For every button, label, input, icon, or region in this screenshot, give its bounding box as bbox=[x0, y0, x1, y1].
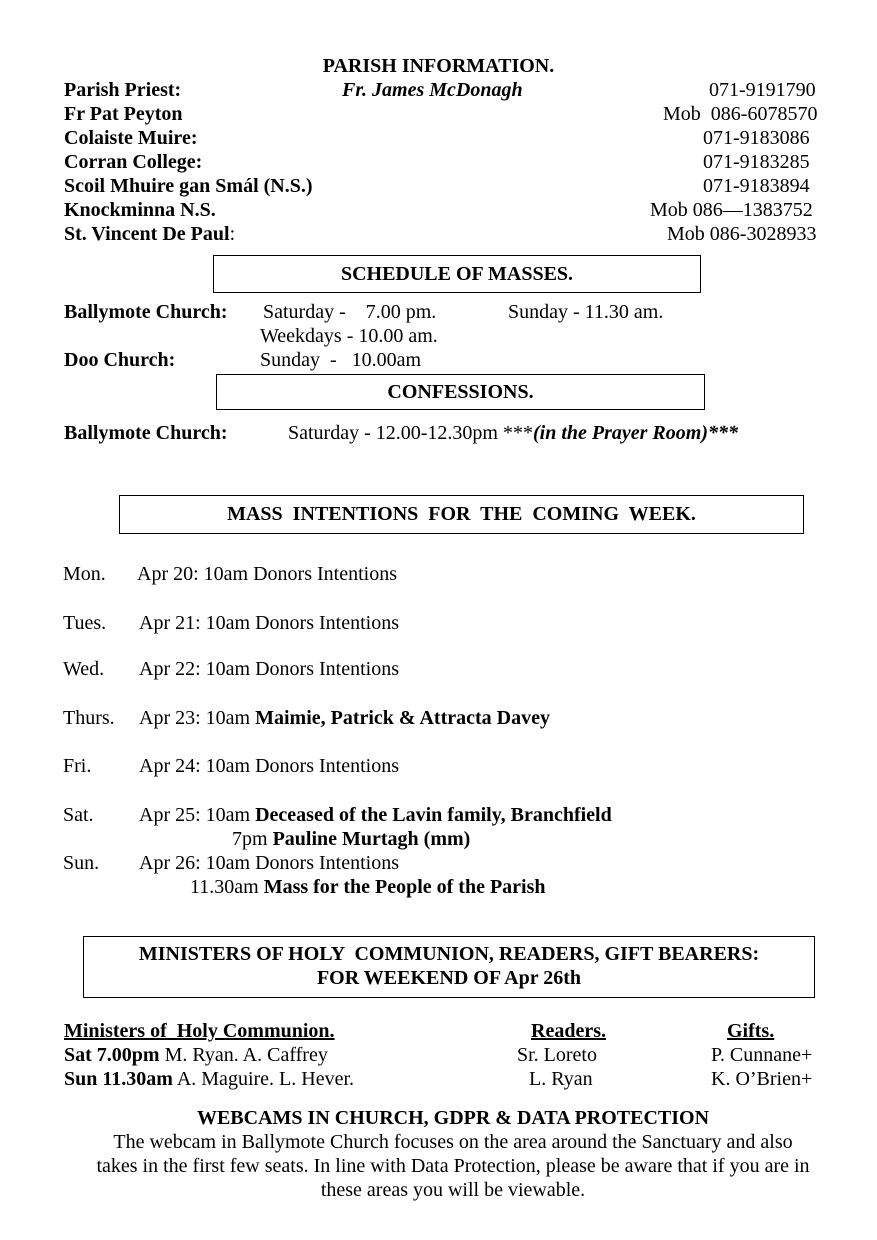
contact-label: Colaiste Muire: bbox=[64, 127, 198, 149]
intentions-title: MASS INTENTIONS FOR THE COMING WEEK. bbox=[227, 503, 696, 525]
intention-text: 11.30am bbox=[190, 876, 264, 898]
intention-day: Fri. bbox=[63, 755, 92, 777]
ballymote-weekdays: Weekdays - 10.00 am. bbox=[260, 325, 438, 347]
intention-text: Apr 26: 10am Donors Intentions bbox=[139, 852, 399, 874]
intention-bold: Deceased of the Lavin family, Branchfield bbox=[255, 804, 612, 826]
intention-entry bbox=[139, 754, 399, 778]
confessions-heading-box bbox=[216, 374, 705, 410]
intention-bold: Mass for the People of the Parish bbox=[263, 876, 546, 898]
intention-entry bbox=[139, 803, 612, 827]
ministers-header: Ministers of Holy Communion. bbox=[64, 1020, 335, 1042]
ministers-names: A. Maguire. L. Hever. bbox=[172, 1068, 355, 1090]
intention-bold: Maimie, Patrick & Attracta Davey bbox=[255, 707, 550, 729]
contact-label: Fr Pat Peyton bbox=[64, 103, 183, 125]
ballymote-sunday: Sunday - 11.30 am. bbox=[508, 301, 664, 323]
contact-label: Knockminna N.S. bbox=[64, 199, 216, 221]
intention-day: Mon. bbox=[63, 563, 106, 585]
contact-label-colon: : bbox=[229, 223, 236, 245]
webcam-text-line2: takes in the first few seats. In line with Data Protection, please be aware that if you are in bbox=[96, 1155, 810, 1177]
ministers-row bbox=[64, 1043, 328, 1067]
doo-sunday: Sunday - 10.00am bbox=[260, 349, 422, 371]
masses-heading-box bbox=[213, 255, 701, 293]
webcam-title: WEBCAMS IN CHURCH, GDPR & DATA PROTECTION bbox=[196, 1107, 710, 1129]
intention-text: 7pm bbox=[232, 828, 273, 850]
confessions-time: Saturday - 12.00-12.30pm *** bbox=[288, 422, 533, 444]
parish-info-title: PARISH INFORMATION. bbox=[322, 55, 555, 77]
contact-label: St. Vincent De Paul bbox=[64, 223, 230, 245]
ministers-title-line2: FOR WEEKEND OF Apr 26th bbox=[316, 967, 582, 989]
readers-header: Readers. bbox=[531, 1020, 606, 1042]
contact-phone: 071-9183285 bbox=[703, 151, 810, 173]
intention-text: Apr 21: 10am Donors Intentions bbox=[139, 612, 399, 634]
contact-label: Scoil Mhuire gan Smál (N.S.) bbox=[64, 175, 313, 197]
ministers-row bbox=[64, 1067, 354, 1091]
gifts-header: Gifts. bbox=[727, 1020, 775, 1042]
ministers-heading-box bbox=[83, 936, 815, 998]
confessions-note: (in the Prayer Room)*** bbox=[532, 422, 738, 444]
intention-day: Sun. bbox=[63, 852, 100, 874]
intention-entry bbox=[137, 562, 397, 586]
intention-text: Apr 23: 10am bbox=[139, 707, 256, 729]
reader-name: L. Ryan bbox=[529, 1068, 593, 1090]
intentions-heading-box bbox=[119, 495, 804, 534]
contact-phone: Mob 086-6078570 bbox=[663, 103, 818, 125]
ministers-names: M. Ryan. A. Caffrey bbox=[159, 1044, 328, 1066]
confessions-label: Ballymote Church: bbox=[64, 422, 228, 444]
intention-entry bbox=[190, 875, 546, 899]
ministers-time: Sat 7.00pm bbox=[64, 1044, 160, 1066]
intention-text: Apr 20: 10am Donors Intentions bbox=[137, 563, 397, 585]
parish-priest-name: Fr. James McDonagh bbox=[342, 79, 523, 101]
confessions-time-wrap bbox=[288, 421, 738, 445]
ballymote-saturday: Saturday - 7.00 pm. bbox=[263, 301, 437, 323]
doo-label: Doo Church: bbox=[64, 349, 176, 371]
gifts-name: K. O’Brien+ bbox=[711, 1068, 813, 1090]
intention-day: Wed. bbox=[63, 658, 105, 680]
intention-entry bbox=[139, 851, 399, 875]
intention-entry bbox=[232, 827, 470, 851]
intention-bold: Pauline Murtagh (mm) bbox=[272, 828, 471, 850]
contact-phone: 071-9183086 bbox=[703, 127, 810, 149]
intention-entry bbox=[139, 611, 399, 635]
contact-phone: Mob 086—1383752 bbox=[650, 199, 813, 221]
intention-day: Sat. bbox=[63, 804, 94, 826]
ministers-title-line1: MINISTERS OF HOLY COMMUNION, READERS, GIFT BEARERS: bbox=[138, 943, 760, 965]
intention-day: Tues. bbox=[63, 612, 107, 634]
webcam-text-line3: these areas you will be viewable. bbox=[320, 1179, 586, 1201]
intention-text: Apr 25: 10am bbox=[139, 804, 256, 826]
reader-name: Sr. Loreto bbox=[517, 1044, 597, 1066]
parish-priest-label: Parish Priest: bbox=[64, 79, 182, 101]
contact-phone: Mob 086-3028933 bbox=[667, 223, 817, 245]
intention-entry bbox=[139, 706, 550, 730]
contact-label-wrap bbox=[64, 222, 235, 246]
intention-text: Apr 24: 10am Donors Intentions bbox=[139, 755, 399, 777]
confessions-title: CONFESSIONS. bbox=[387, 381, 534, 403]
intention-day: Thurs. bbox=[63, 707, 115, 729]
parish-priest-phone: 071-9191790 bbox=[709, 79, 816, 101]
intention-text: Apr 22: 10am Donors Intentions bbox=[139, 658, 399, 680]
ballymote-label: Ballymote Church: bbox=[64, 301, 228, 323]
ministers-time: Sun 11.30am bbox=[64, 1068, 173, 1090]
contact-phone: 071-9183894 bbox=[703, 175, 810, 197]
contact-label: Corran College: bbox=[64, 151, 203, 173]
gifts-name: P. Cunnane+ bbox=[711, 1044, 813, 1066]
masses-title: SCHEDULE OF MASSES. bbox=[340, 263, 574, 285]
intention-entry bbox=[139, 657, 399, 681]
webcam-text-line1: The webcam in Ballymote Church focuses on the area around the Sanctuary and also bbox=[113, 1131, 793, 1153]
